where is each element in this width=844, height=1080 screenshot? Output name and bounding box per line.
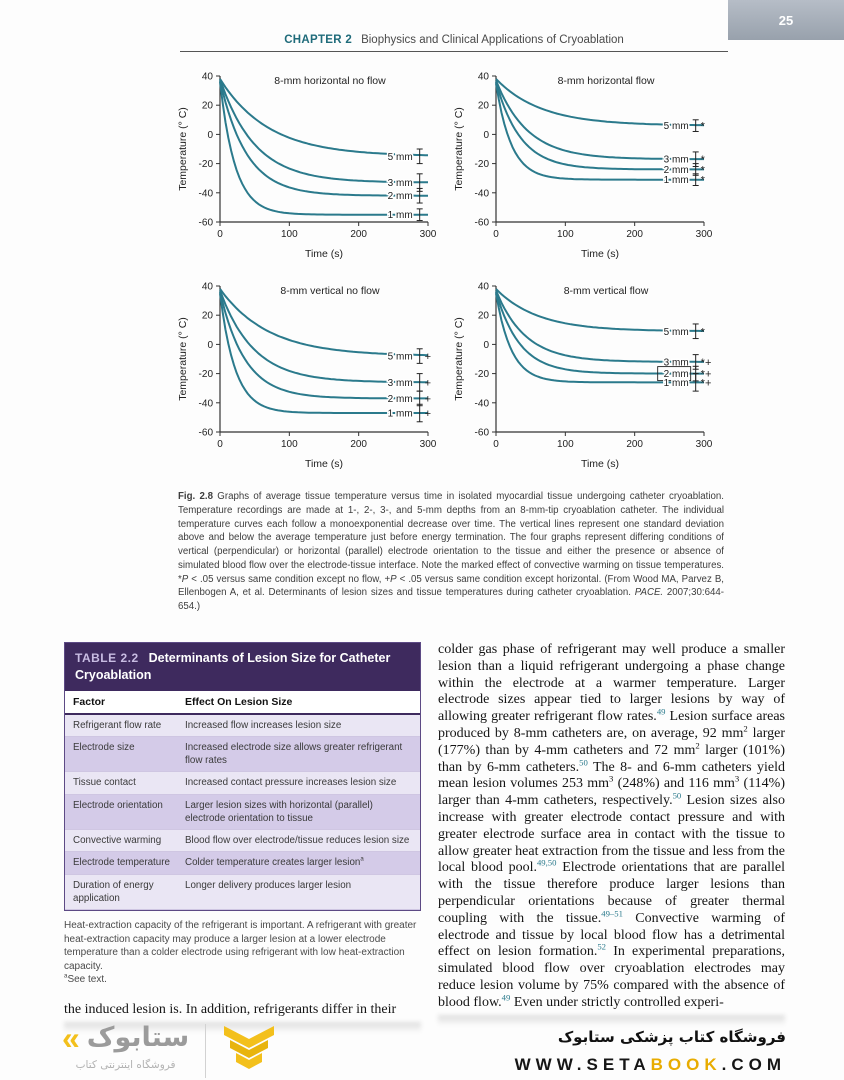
svg-text:0: 0 xyxy=(207,339,213,351)
svg-text:3 mm: 3 mm xyxy=(387,178,413,190)
table-footnote: Heat-extraction capacity of the refrigerant is important. A refrigerant with greater heat-extraction capacity may produce a larger lesion at a lower electrode temperature than a colder electrode using refrigerant with low heat-extraction capacity. xyxy=(64,919,417,972)
svg-text:*+: *+ xyxy=(700,356,712,369)
figure-caption: Fig. 2.8 Graphs of average tissue temperature versus time in isolated myocardial tissue undergoing catheter cryoablation. Temperature recordings are made at 1-, 2-, 3-, and 5-mm depths from an 8-mm-tip cryoablation catheter. The individual temperature curves each follow a monoexponential decrease over time. The vertical lines represent one standard deviation above and below the average temperature just before energy termination. The four graphs represent differing conditions of vertical (perpendicular) or horizontal (parallel) electrode orientation to the tissue and either the presence or absence of simulated blood flow over the electrode-tissue interface. Note the marked effect of convective warming on tissue temperatures. *P < .05 versus same condition except no flow, +P < .05 versus same condition except horizontal. (From Wood MA, Parvez B, Ellenbogen A, et al. Determinants of lesion sizes and tissue temperatures during catheter cryoablation. PACE. 2007;30:644-654.) xyxy=(178,491,724,613)
svg-text:1 mm: 1 mm xyxy=(663,175,689,187)
svg-text:1 mm: 1 mm xyxy=(387,210,413,222)
svg-text:-20: -20 xyxy=(198,159,213,171)
chapter-label: CHAPTER 2 xyxy=(284,34,353,46)
svg-text:Temperature (° C): Temperature (° C) xyxy=(177,317,189,401)
svg-text:Temperature (° C): Temperature (° C) xyxy=(177,107,189,191)
svg-text:-60: -60 xyxy=(474,427,489,439)
chart-horizontal-flow xyxy=(452,64,728,274)
svg-text:+: + xyxy=(424,408,432,421)
svg-text:3 mm: 3 mm xyxy=(663,154,689,166)
svg-text:-40: -40 xyxy=(198,188,213,200)
svg-text:*+: *+ xyxy=(700,368,712,381)
svg-text:8-mm horizontal no flow: 8-mm horizontal no flow xyxy=(274,75,386,87)
chevron-stack-icon xyxy=(222,1026,276,1072)
table-row: Convective warming Blood flow over electrode/tissue reduces lesion size xyxy=(65,830,420,852)
website-url: WWW.SETABOOK.COM xyxy=(514,1055,786,1074)
svg-text:1 mm: 1 mm xyxy=(663,377,689,389)
svg-text:-60: -60 xyxy=(198,217,213,229)
column-header-factor: Factor xyxy=(73,695,106,708)
logo-chevron-glyph: « xyxy=(62,1020,80,1056)
svg-text:*: * xyxy=(700,164,705,177)
svg-text:Time (s): Time (s) xyxy=(304,248,344,260)
svg-text:0: 0 xyxy=(483,339,489,351)
svg-text:2 mm: 2 mm xyxy=(663,164,689,176)
svg-text:8-mm horizontal flow: 8-mm horizontal flow xyxy=(557,75,655,87)
svg-text:2 mm: 2 mm xyxy=(387,393,413,405)
svg-text:100: 100 xyxy=(556,229,574,240)
svg-text:8-mm vertical no flow: 8-mm vertical no flow xyxy=(280,285,380,297)
svg-text:1 mm: 1 mm xyxy=(387,408,413,420)
table-column-headers xyxy=(65,691,420,715)
svg-text:5 mm: 5 mm xyxy=(663,326,689,338)
left-column-paragraph: the induced lesion is. In addition, refrigerants differ in their xyxy=(64,1001,397,1017)
svg-text:200: 200 xyxy=(350,229,368,240)
table-row: Duration of energy application Longer delivery produces larger lesion xyxy=(65,875,420,910)
svg-text:2 mm: 2 mm xyxy=(663,369,689,381)
svg-text:Time (s): Time (s) xyxy=(304,458,344,470)
table-footnote-see-text: $^a$See text. xyxy=(64,972,107,986)
svg-text:5 mm: 5 mm xyxy=(663,121,689,133)
svg-text:200: 200 xyxy=(626,229,644,240)
svg-text:Time (s): Time (s) xyxy=(580,458,620,470)
left-column xyxy=(64,642,421,1033)
svg-text:*+: *+ xyxy=(700,377,712,390)
setabook-logo xyxy=(62,1022,276,1078)
table-row: Tissue contact Increased contact pressure increases lesion size xyxy=(65,772,420,794)
table-body xyxy=(65,715,420,910)
figure-2-8-charts xyxy=(176,64,728,484)
svg-text:-60: -60 xyxy=(474,217,489,229)
svg-text:-20: -20 xyxy=(474,369,489,381)
svg-text:20: 20 xyxy=(201,310,213,322)
svg-text:40: 40 xyxy=(477,281,489,293)
svg-text:20: 20 xyxy=(477,310,489,322)
svg-text:Temperature (° C): Temperature (° C) xyxy=(453,317,465,401)
svg-text:-40: -40 xyxy=(474,398,489,410)
svg-text:-20: -20 xyxy=(198,369,213,381)
header-rule xyxy=(180,51,728,52)
svg-text:300: 300 xyxy=(695,439,713,450)
svg-text:20: 20 xyxy=(477,100,489,112)
svg-text:-60: -60 xyxy=(198,427,213,439)
page-number: 25 xyxy=(778,12,794,28)
svg-text:100: 100 xyxy=(280,229,298,240)
svg-text:+: + xyxy=(424,393,432,406)
svg-text:0: 0 xyxy=(217,439,223,450)
svg-text:+: + xyxy=(424,351,432,364)
chart-vertical-flow xyxy=(452,274,728,484)
table-label: TABLE 2.2 xyxy=(75,651,139,665)
chart-horizontal-no-flow xyxy=(176,64,452,274)
svg-text:0: 0 xyxy=(483,129,489,141)
svg-text:-20: -20 xyxy=(474,159,489,171)
table-row: Electrode size Increased electrode size allows greater refrigerant flow rates xyxy=(65,737,420,772)
page-number-tab xyxy=(728,0,844,40)
svg-text:300: 300 xyxy=(419,439,437,450)
svg-text:8-mm vertical flow: 8-mm vertical flow xyxy=(563,285,649,297)
column-header-effect: Effect On Lesion Size xyxy=(185,695,293,708)
svg-text:0: 0 xyxy=(493,229,499,240)
svg-text:Temperature (° C): Temperature (° C) xyxy=(453,107,465,191)
svg-text:0: 0 xyxy=(217,229,223,240)
svg-text:300: 300 xyxy=(695,229,713,240)
table-title: Determinants of Lesion Size for Catheter Cryoablation xyxy=(75,651,391,682)
svg-text:*: * xyxy=(700,120,705,133)
chart-vertical-no-flow xyxy=(176,274,452,484)
svg-text:3 mm: 3 mm xyxy=(387,377,413,389)
table-title-bar xyxy=(65,643,420,691)
right-column xyxy=(438,642,785,1026)
svg-text:100: 100 xyxy=(280,439,298,450)
logo-subtext: فروشگاه اینترنتی کتاب xyxy=(75,1059,176,1071)
svg-text:*: * xyxy=(700,154,705,167)
faded-text-line xyxy=(438,1015,785,1026)
svg-text:3 mm: 3 mm xyxy=(663,357,689,369)
svg-text:*: * xyxy=(700,174,705,187)
svg-text:5 mm: 5 mm xyxy=(387,351,413,363)
svg-text:-40: -40 xyxy=(198,398,213,410)
svg-text:300: 300 xyxy=(419,229,437,240)
logo-wordmark-block xyxy=(62,1022,189,1071)
logo-wordmark: ستابوک xyxy=(86,1022,190,1054)
table-row: Electrode temperature Colder temperature creates larger lesion$^a$ xyxy=(65,852,420,874)
table-row: Refrigerant flow rate Increased flow increases lesion size xyxy=(65,715,420,737)
logo-divider xyxy=(205,1024,206,1078)
svg-text:0: 0 xyxy=(493,439,499,450)
footer-tagline: فروشگاه کتاب پزشکی ستابوک xyxy=(557,1028,786,1046)
svg-text:Time (s): Time (s) xyxy=(580,248,620,260)
svg-text:20: 20 xyxy=(201,100,213,112)
svg-text:+: + xyxy=(424,377,432,390)
svg-text:100: 100 xyxy=(556,439,574,450)
svg-text:2 mm: 2 mm xyxy=(387,191,413,203)
svg-text:40: 40 xyxy=(477,71,489,83)
chapter-header xyxy=(180,34,728,46)
chapter-title: Biophysics and Clinical Applications of Cryoablation xyxy=(361,34,624,46)
right-column-paragraph: colder gas phase of refrigerant may well produce a smaller lesion than a liquid refrigerant undergoing a phase change within the electrode at a warmer temperature. Larger electrode sizes appear tied to larger lesions by way of allowing greater refrigerant flow rates.$^{49}$ Lesion surface areas produced by 8-mm catheters are, on average, 92 $mm^2$ larger (177%) than by 4-mm catheters and 72 $mm^2$ larger (101%) than by 6-mm catheters.$^{50}$ The 8- and 6-mm catheters yield mean lesion volumes 253 $mm^3$ (248%) and 116 $mm^3$ (114%) larger than 4-mm catheters, respectively.$^{50}$ Lesion sizes also increase with greater electrode contact pressure and with greater electrode surface area in contact with the tissue to allow greater heat extraction from the tissue and less from the local blood pool.$^{49,50}$ Electrode orientations that are parallel with the tissue therefore produce larger lesions than perpendicular orientations because of greater thermal coupling with the tissue.$^{49-51}$ Convective warming of electrode and tissue by local blood flow has a detrimental effect on lesion formation.$^{52}$ In experimental preparations, simulated blood flow over cryoablation electrodes may reduce lesion volume by 75% compared with the absence of blood flow.$^{49}$ Even under strictly controlled experi- xyxy=(438,642,785,1010)
svg-text:40: 40 xyxy=(201,281,213,293)
footer-site-info xyxy=(515,1028,786,1075)
svg-text:40: 40 xyxy=(201,71,213,83)
svg-text:200: 200 xyxy=(350,439,368,450)
table-row: Electrode orientation Larger lesion sizes with horizontal (parallel) electrode orientation to tissue xyxy=(65,795,420,830)
svg-text:*: * xyxy=(700,326,705,339)
svg-text:200: 200 xyxy=(626,439,644,450)
table-2-2 xyxy=(64,642,421,911)
svg-text:0: 0 xyxy=(207,129,213,141)
svg-text:-40: -40 xyxy=(474,188,489,200)
svg-text:5 mm: 5 mm xyxy=(387,151,413,163)
